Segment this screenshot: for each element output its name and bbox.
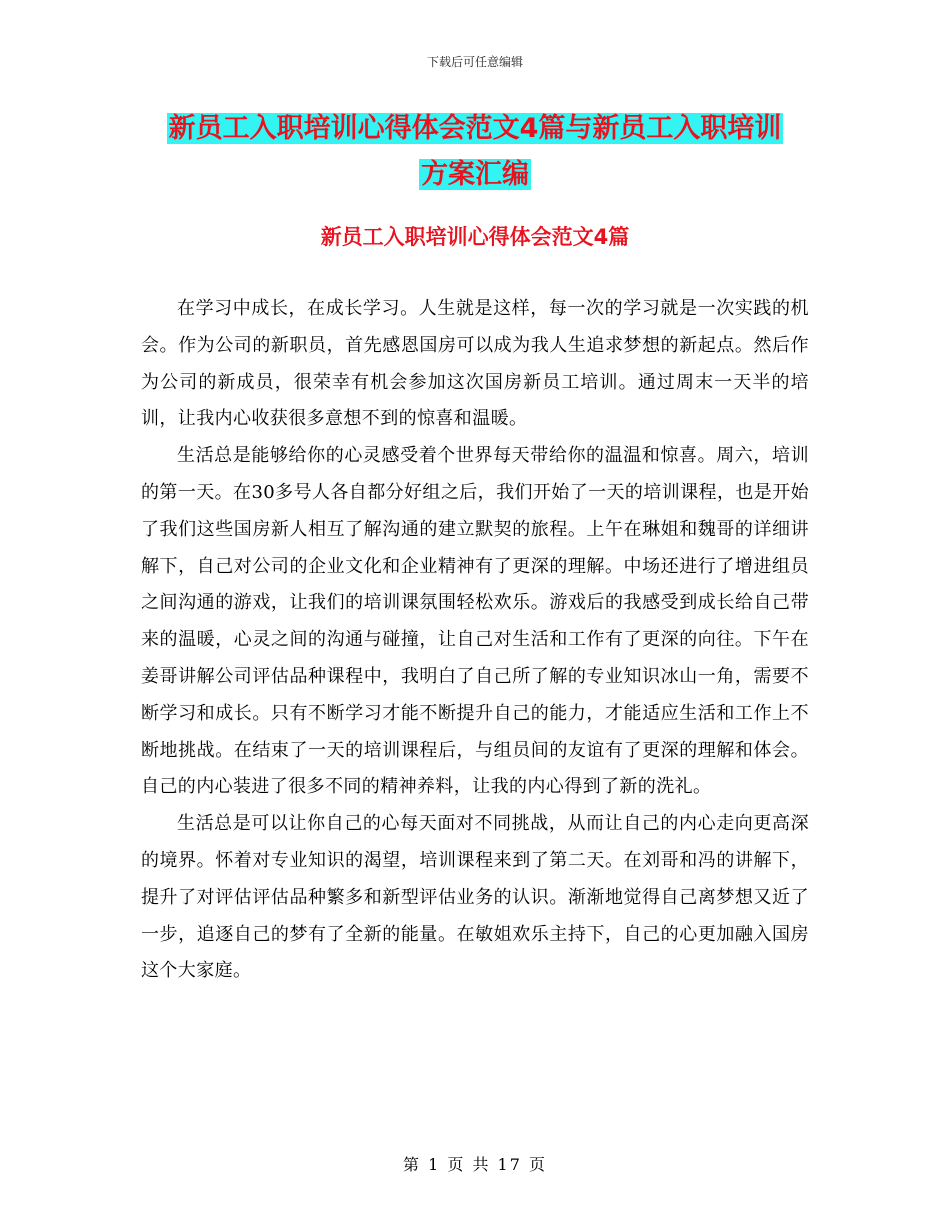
body-text (141, 291, 809, 990)
paragraph: 生活总是能够给你的心灵感受着个世界每天带给你的温温和惊喜。周六，培训的第一天。在30多号人各自都分好组之后，我们开始了一天的培训课程，也是开始了我们这些国房新人相互了解沟通的建立默契的旅程。上午在琳姐和魏哥的详细讲解下，自己对公司的企业文化和企业精神有了更深的理解。中场还进行了增进组员之间沟通的游戏，让我们的培训课氛围轻松欢乐。游戏后的我感受到成长给自己带来的温暖，心灵之间的沟通与碰撞，让自己对生活和工作有了更深的向往。下午在姜哥讲解公司评估品种课程中，我明白了自己所了解的专业知识冰山一角，需要不断学习和成长。只有不断学习才能不断提升自己的能力，才能适应生活和工作上不断地挑战。在结束了一天的培训课程后，与组员间的友谊有了更深的理解和体会。自己的内心装进了很多不同的精神养料，让我的内心得到了新的洗礼。 (141, 445, 809, 798)
paragraph: 生活总是可以让你自己的心每天面对不同挑战，从而让自己的内心走向更高深的境界。怀着对专业知识的渴望，培训课程来到了第二天。在刘哥和冯的讲解下，提升了对评估评估品种繁多和新型评估业务的认识。渐渐地觉得自己离梦想又近了一步，追逐自己的梦有了全新的能量。在敏姐欢乐主持下，自己的心更加融入国房这个大家庭。 (141, 813, 809, 982)
title-line-2: 方案汇编 (421, 159, 529, 190)
paragraph: 在学习中成长，在成长学习。人生就是这样，每一次的学习就是一次实践的机会。作为公司的新职员，首先感恩国房可以成为我人生追求梦想的新起点。然后作为公司的新成员，很荣幸有机会参加这次国房新员工培训。通过周末一天半的培训，让我内心收获很多意想不到的惊喜和温暖。 (141, 298, 809, 430)
title-line-1: 新员工入职培训心得体会范文4篇与新员工入职培训 (168, 113, 782, 144)
section-title: 新员工入职培训心得体会范文4篇 (320, 225, 630, 249)
header-note: 下载后可任意编辑 (426, 55, 523, 69)
document-title (140, 106, 810, 198)
page-footer: 第 1 页 共 17 页 (403, 1155, 547, 1174)
